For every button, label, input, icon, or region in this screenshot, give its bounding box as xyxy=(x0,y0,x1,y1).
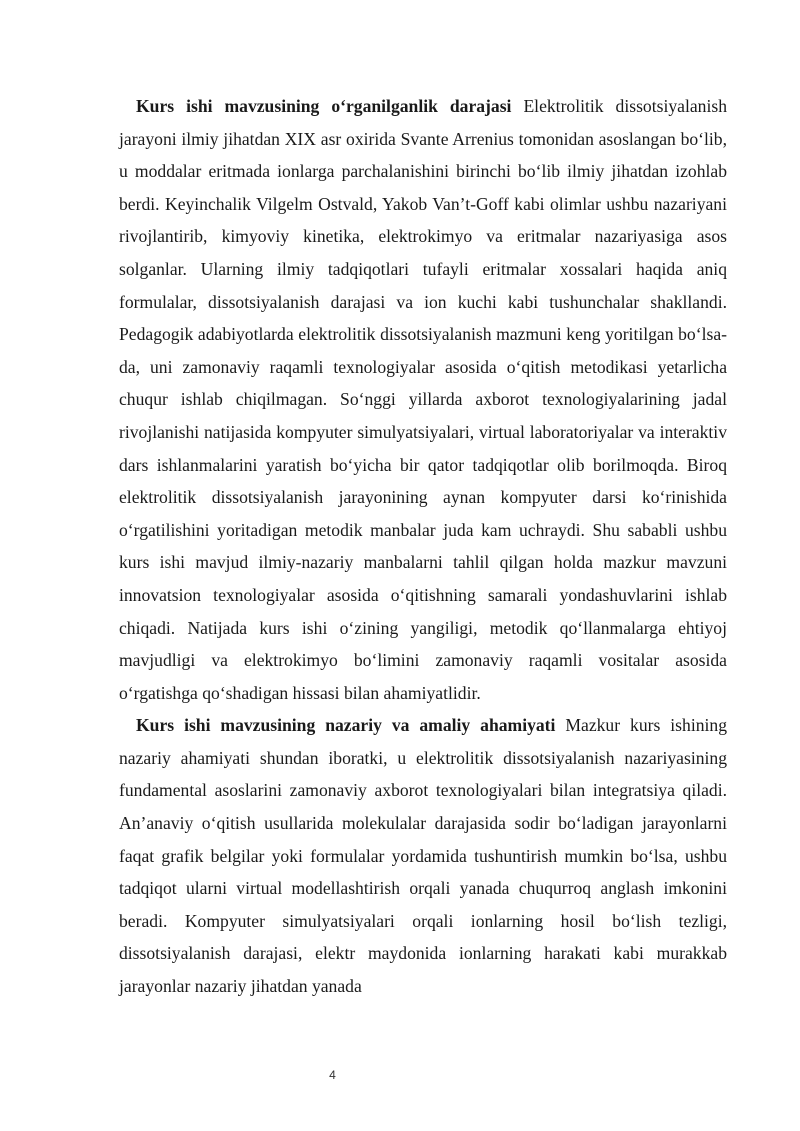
paragraph-study-level xyxy=(119,90,727,709)
section-heading-significance: Kurs ishi mavzusining nazariy va amaliy ahamiyati xyxy=(136,715,556,736)
paragraph-text-significance: Mazkur kurs ishining nazariy ahamiyati shundan iboratki, u elektrolitik dissotsiyalanish nazariyasining fundamental asoslarini zamonaviy axborot texnologiyalari bilan integratsiya qiladi. An’anaviy o‘qitish usullarida molekulalar darajasida sodir bo‘ladigan jarayonlarni faqat grafik belgilar yoki formulalar yordamida tushuntirish mumkin bo‘lsa, ushbu tadqiqot ularni virtual modellashtirish orqali yanada chuqurroq anglash imkonini beradi. Kompyuter simulyatsiyalari orqali ionlarning hosil bo‘lish tezligi, dissotsiyalanish darajasi, elektr maydonida ionlarning harakati kabi murakkab jarayonlar nazariy jihatdan yanada xyxy=(119,715,727,997)
section-heading-study-level: Kurs ishi mavzusining o‘rganilganlik darajasi xyxy=(136,96,512,116)
paragraph-significance xyxy=(119,709,727,1002)
page-number: 4 xyxy=(329,1068,336,1082)
paragraph-text-study-level: Elektrolitik dissotsiyalanish jarayoni ilmiy jihatdan XIX asr oxirida Svante Arrenius tomonidan asoslangan bo‘lib, u moddalar eritmada ionlarga parchalanishini birinchi bo‘lib ilmiy jihatdan izohlab berdi. Keyinchalik Vilgelm Ostvald, Yakob Van’t-Goff kabi olimlar ushbu nazariyani rivojlantirib, kimyoviy kinetika, elektrokimyo va eritmalar nazariyasiga asos solganlar. Ularning ilmiy tadqiqotlari tufayli eritmalar xossalari haqida aniq formulalar, dissotsiyalanish darajasi va ion kuchi kabi tushunchalar shakllandi. Pedagogik adabiyotlarda elektrolitik dissotsiyalanish mazmuni keng yoritilgan bo‘lsa-da, uni zamonaviy raqamli texnologiyalar asosida o‘qitish metodikasi yetarlicha chuqur ishlab chiqilmagan. So‘nggi yillarda axborot texnologiyalarining jadal rivojlanishi natijasida kompyuter simulyatsiyalari, virtual laboratoriyalar va interaktiv dars ishlanmalarini yaratish bo‘yicha bir qator tadqiqotlar olib borilmoqda. Biroq elektrolitik dissotsiyalanish jarayonining aynan kompyuter darsi ko‘rinishida o‘rgatilishini yoritadigan metodik manbalar juda kam uchraydi. Shu sababli ushbu kurs ishi mavjud ilmiy-nazariy manbalarni tahlil qilgan holda mazkur mavzuni innovatsion texnologiyalar asosida o‘qitishning samarali yondashuvlarini ishlab chiqadi. Natijada kurs ishi o‘zining yangiligi, metodik qo‘llanmalarga ehtiyoj mavjudligi va elektrokimyo bo‘limini zamonaviy raqamli vositalar asosida o‘rgatishga qo‘shadigan hissasi bilan ahamiyatlidir. xyxy=(119,96,727,703)
page-body xyxy=(119,90,727,1003)
